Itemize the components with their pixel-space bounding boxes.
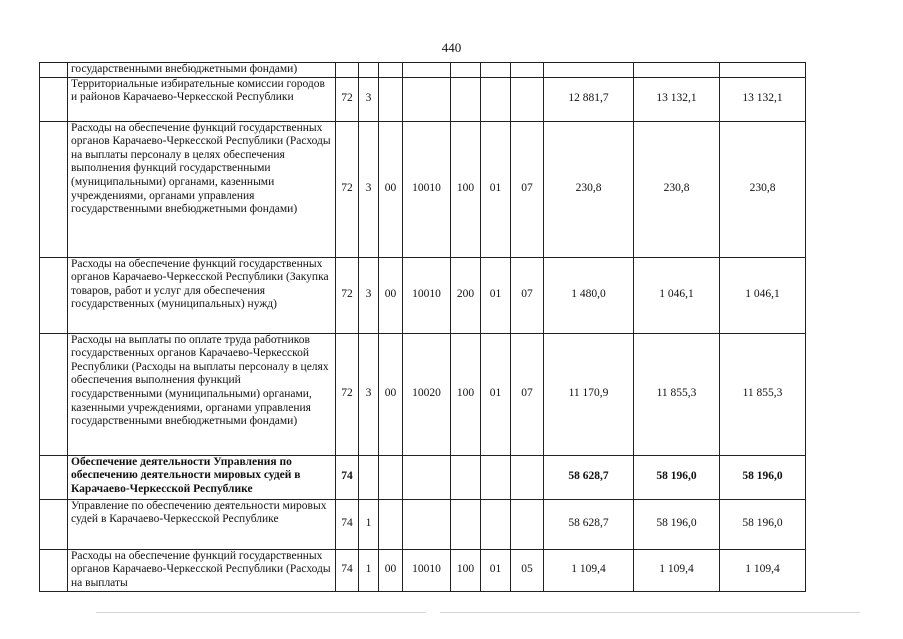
amount-cell: 230,8 [720,121,806,257]
code-cell: 72 [336,257,359,333]
amount-cell: 230,8 [634,121,720,257]
amount-cell [720,63,806,78]
code-cell: 01 [481,333,511,455]
code-cell: 07 [511,333,544,455]
table-row [40,63,806,78]
amount-cell: 1 046,1 [720,257,806,333]
code-cell: 74 [336,499,359,549]
amount-cell: 1 109,4 [720,549,806,591]
row-index-cell [40,499,68,549]
code-cell: 01 [481,549,511,591]
amount-cell [544,63,634,78]
code-cell [359,455,379,499]
table-row [40,455,806,499]
code-cell: 74 [336,549,359,591]
code-cell [379,499,403,549]
code-cell [403,63,451,78]
code-cell [379,63,403,78]
row-name-cell: Расходы на обеспечение функций государственных органов Карачаево-Черкесской Республики (Расходы на выплаты персоналу в целях обеспечения выполнения функций государственными (муниципальными) органами, казенными учреждениями, органами управления государственными внебюджетными фондами) [68,121,336,257]
amount-cell: 11 855,3 [634,333,720,455]
code-cell [511,77,544,121]
code-cell: 1 [359,549,379,591]
code-cell [481,455,511,499]
code-cell [481,77,511,121]
row-name-cell: Управление по обеспечению деятельности мировых судей в Карачаево-Черкесской Республике [68,499,336,549]
code-cell: 00 [379,257,403,333]
code-cell [379,455,403,499]
code-cell: 100 [451,549,481,591]
code-cell: 200 [451,257,481,333]
code-cell: 1 [359,499,379,549]
row-name-cell: Расходы на обеспечение функций государственных органов Карачаево-Черкесской Республики (Расходы на выплаты [68,549,336,591]
code-cell: 01 [481,121,511,257]
table-row [40,77,806,121]
amount-cell: 58 628,7 [544,499,634,549]
code-cell: 72 [336,77,359,121]
amount-cell: 1 480,0 [544,257,634,333]
code-cell: 00 [379,549,403,591]
code-cell [451,63,481,78]
code-cell [451,499,481,549]
code-cell: 10010 [403,257,451,333]
code-cell: 00 [379,121,403,257]
code-cell: 100 [451,333,481,455]
code-cell: 05 [511,549,544,591]
amount-cell: 13 132,1 [634,77,720,121]
table-row [40,257,806,333]
page-number: 440 [441,40,462,55]
amount-cell: 58 196,0 [720,455,806,499]
code-cell: 3 [359,333,379,455]
code-cell: 10020 [403,333,451,455]
code-cell: 07 [511,121,544,257]
code-cell: 74 [336,455,359,499]
code-cell: 01 [481,257,511,333]
row-index-cell [40,549,68,591]
amount-cell: 1 046,1 [634,257,720,333]
amount-cell: 58 196,0 [634,455,720,499]
scan-artifact-line [96,612,426,613]
code-cell: 100 [451,121,481,257]
code-cell: 3 [359,121,379,257]
code-cell [481,63,511,78]
table-row [40,549,806,591]
amount-cell: 58 196,0 [634,499,720,549]
amount-cell: 11 855,3 [720,333,806,455]
row-name-cell: Обеспечение деятельности Управления по обеспечению деятельности мировых судей в Карачаево-Черкесской Республике [68,455,336,499]
table-row [40,121,806,257]
amount-cell [634,63,720,78]
code-cell [511,499,544,549]
row-index-cell [40,455,68,499]
code-cell: 00 [379,333,403,455]
row-index-cell [40,333,68,455]
code-cell: 3 [359,257,379,333]
amount-cell: 58 196,0 [720,499,806,549]
code-cell [511,63,544,78]
table-row [40,333,806,455]
row-name-cell: Расходы на обеспечение функций государственных органов Карачаево-Черкесской Республики (Закупка товаров, работ и услуг для обеспечения государственных (муниципальных) нужд) [68,257,336,333]
code-cell [451,77,481,121]
row-name-cell: Территориальные избирательные комиссии городов и районов Карачаево-Черкесской Республики [68,77,336,121]
code-cell [359,63,379,78]
row-index-cell [40,257,68,333]
amount-cell: 1 109,4 [544,549,634,591]
code-cell [379,77,403,121]
amount-cell: 1 109,4 [634,549,720,591]
row-name-cell: Расходы на выплаты по оплате труда работников государственных органов Карачаево-Черкесской Республики (Расходы на выплаты персоналу в целях обеспечения выполнения функций государственными (муниципальными) органами, казенными учреждениями, органами управления государственными внебюджетными фондами) [68,333,336,455]
code-cell: 10010 [403,121,451,257]
code-cell [511,455,544,499]
code-cell: 72 [336,333,359,455]
amount-cell: 11 170,9 [544,333,634,455]
code-cell [403,77,451,121]
row-name-cell: государственными внебюджетными фондами) [68,63,336,78]
code-cell: 72 [336,121,359,257]
row-index-cell [40,121,68,257]
amount-cell: 13 132,1 [720,77,806,121]
code-cell [403,455,451,499]
code-cell: 07 [511,257,544,333]
code-cell [403,499,451,549]
code-cell [451,455,481,499]
code-cell: 3 [359,77,379,121]
code-cell: 10010 [403,549,451,591]
code-cell [336,63,359,78]
amount-cell: 12 881,7 [544,77,634,121]
scan-artifact-line [440,612,860,613]
amount-cell: 230,8 [544,121,634,257]
budget-table [39,62,806,592]
row-index-cell [40,77,68,121]
table-row [40,499,806,549]
code-cell [481,499,511,549]
row-index-cell [40,63,68,78]
amount-cell: 58 628,7 [544,455,634,499]
